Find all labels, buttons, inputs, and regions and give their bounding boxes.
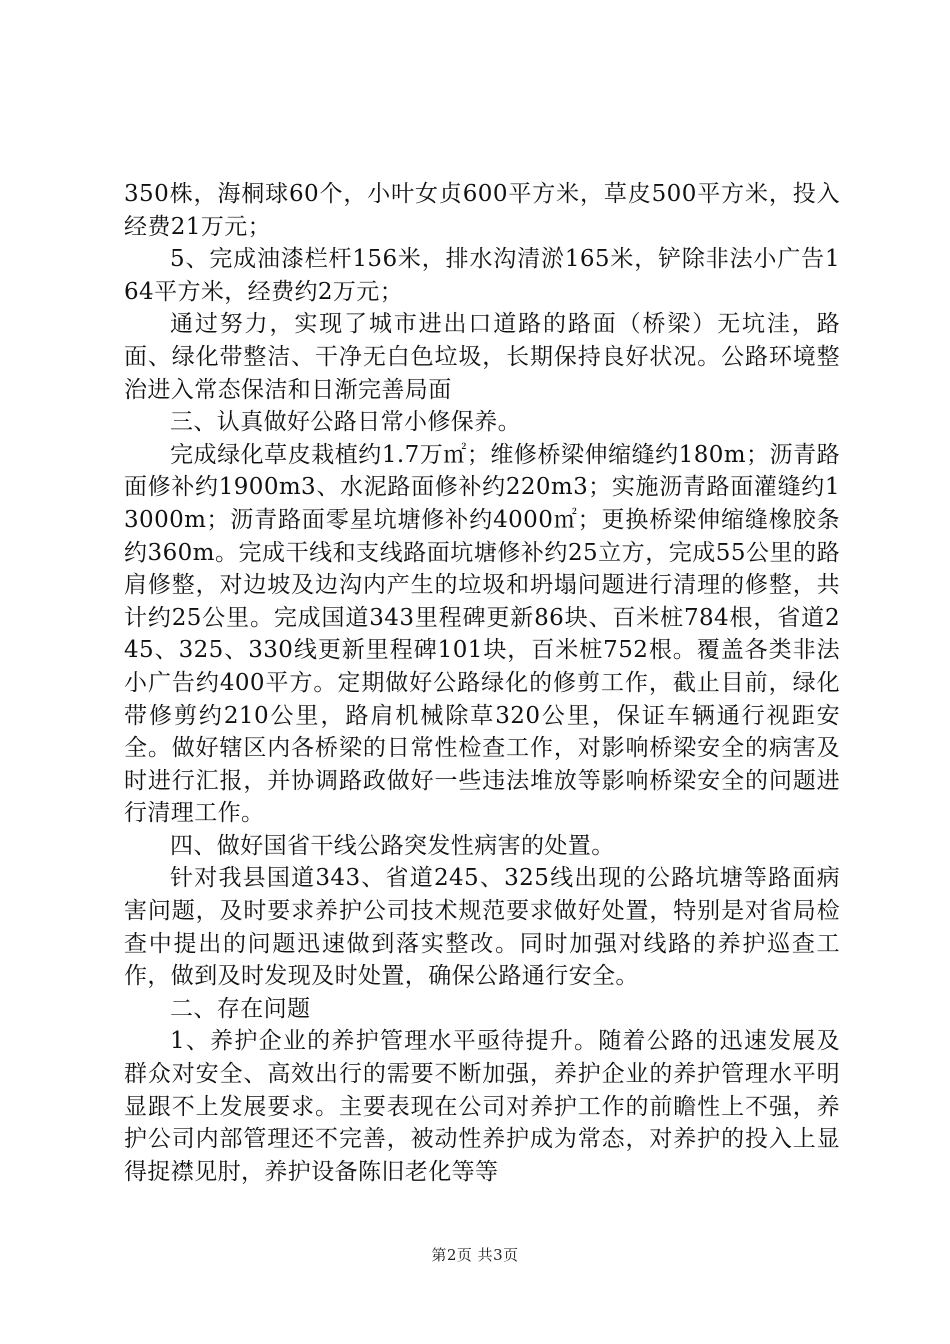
paragraph-3: 通过努力，实现了城市进出口道路的路面（桥梁）无坑洼，路面、绿化带整洁、干净无白色垃圾，长期保持良好状况。公路环境整治进入常态保洁和日渐完善局面 [124,311,840,403]
section-heading-3: 三、认真做好公路日常小修保养。 [170,409,521,436]
paragraph-2: 5、完成油漆栏杆156米，排水沟清淤165米，铲除非法小广告164平方米，经费约2万元； [124,246,840,305]
paragraph-1: 350株，海桐球60个，小叶女贞600平方米，草皮500平方米，投入经费21万元； [124,181,840,240]
paragraph-5: 完成绿化草皮栽植约1.7万㎡；维修桥梁伸缩缝约180m；沥青路面修补约1900m3、水泥路面修补约220m3；实施沥青路面灌缝约13000m；沥青路面零星坑塘修补约4000㎡；更换桥梁伸缩缝橡胶条约360m。完成干线和支线路面坑塘修补约25立方，完成55公里的路肩修整，对边坡及边沟内产生的垃圾和坍塌问题进行清理的修整，共计约25公里。完成国道343里程碑更新86块、百米桩784根，省道245、325、330线更新里程碑101块，百米桩752根。覆盖各类非法小广告约400平方。定期做好公路绿化的修剪工作，截止目前，绿化带修剪约210公里，路肩机械除草320公里，保证车辆通行视距安全。做好辖区内各桥梁的日常性检查工作，对影响桥梁安全的病害及时进行汇报，并协调路政做好一些违法堆放等影响桥梁安全的问题进行清理工作。 [124,441,840,827]
section-heading-problems: 二、存在问题 [170,995,311,1022]
document-body [124,178,840,1188]
page-footer: 第2页 共3页 [431,1246,519,1264]
paragraph-9: 1、养护企业的养护管理水平亟待提升。随着公路的迅速发展及群众对安全、高效出行的需要不断加强，养护企业的养护管理水平明显跟不上发展要求。主要表现在公司对养护工作的前瞻性上不强，养护公司内部管理还不完善，被动性养护成为常态，对养护的投入上显得捉襟见肘，养护设备陈旧老化等等 [124,1028,840,1185]
paragraph-7: 针对我县国道343、省道245、325线出现的公路坑塘等路面病害问题，及时要求养护公司技术规范要求做好处置，特别是对省局检查中提出的问题迅速做到落实整改。同时加强对线路的养护巡查工作，做到及时发现及时处置，确保公路通行安全。 [124,865,840,990]
section-heading-4: 四、做好国省干线公路突发性病害的处置。 [170,832,615,859]
